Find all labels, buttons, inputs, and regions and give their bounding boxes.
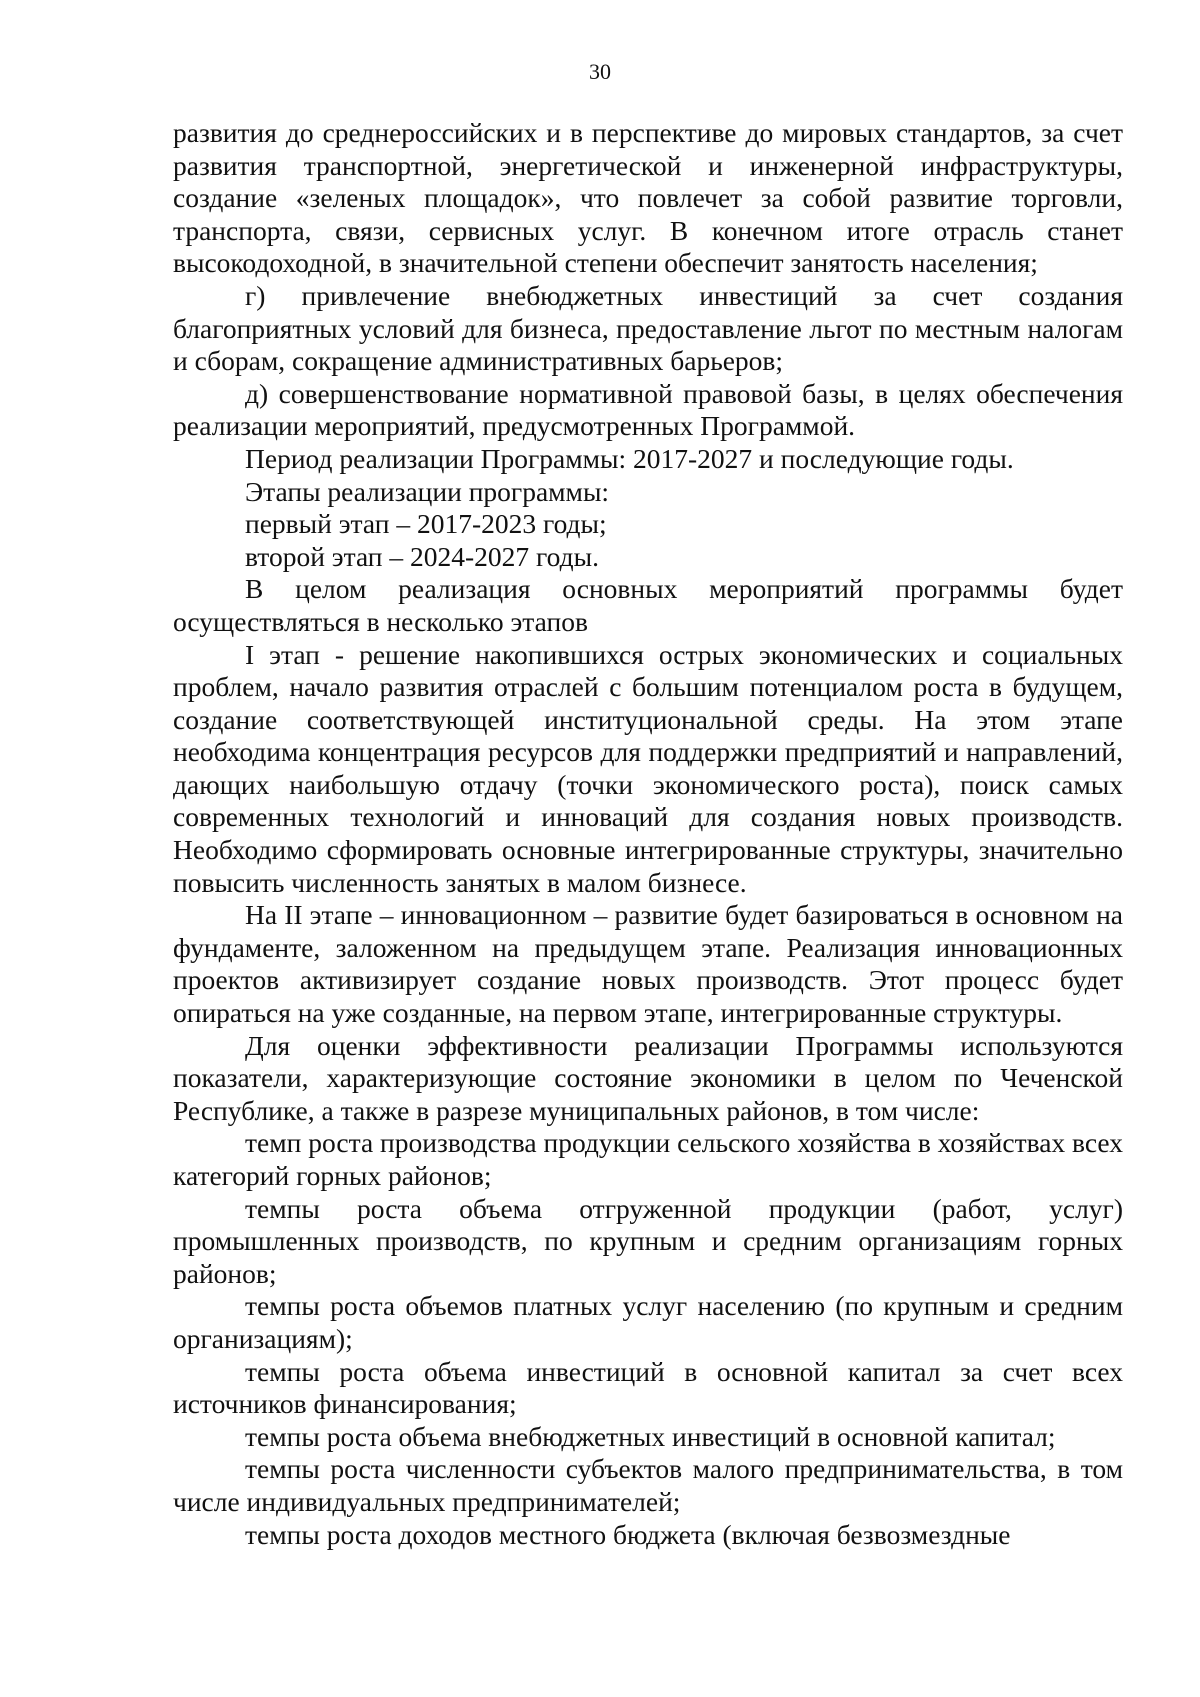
- paragraph: Для оценки эффективности реализации Программы используются показатели, характеризующие состояние экономики в целом по Чеченской Республике, а также в разрезе муниципальных районов, в том числе:: [173, 1029, 1123, 1126]
- paragraph: г) привлечение внебюджетных инвестиций за счет создания благоприятных условий для бизнеса, предоставление льгот по местным налогам и сборам, сокращение административных барьеров;: [173, 279, 1123, 377]
- paragraph: темпы роста объемов платных услуг населению (по крупным и средним организациям);: [173, 1290, 1123, 1354]
- paragraph: На II этапе – инновационном – развитие будет базироваться в основном на фундаменте, заложенном на предыдущем этапе. Реализация инновационных проектов активизирует создание новых производств. Этот процесс будет опираться на уже созданные, на первом этапе, интегрированные структуры.: [173, 899, 1123, 1029]
- paragraph: второй этап – 2024-2027 годы.: [245, 540, 599, 572]
- paragraph: В целом реализация основных мероприятий программы будет осуществляться в несколько этапов: [173, 573, 1123, 637]
- document-body: [173, 117, 1123, 1551]
- paragraph: развития до среднероссийских и в перспективе до мировых стандартов, за счет развития транспортной, энергетической и инженерной инфраструктуры, создание «зеленых площадок», что повлечет за собой развитие торговли, транспорта, связи, сервисных услуг. В конечном итоге отрасль станет высокодоходной, в значительной степени обеспечит занятость населения;: [173, 117, 1123, 279]
- paragraph: темп роста производства продукции сельского хозяйства в хозяйствах всех категорий горных районов;: [173, 1127, 1123, 1191]
- paragraph: темпы роста численности субъектов малого предпринимательства, в том числе индивидуальных предпринимателей;: [173, 1453, 1123, 1517]
- paragraph: темпы роста объема внебюджетных инвестиций в основной капитал;: [245, 1420, 1056, 1452]
- paragraph: темпы роста объема отгруженной продукции (работ, услуг) промышленных производств, по крупным и средним организациям горных районов;: [173, 1192, 1123, 1289]
- paragraph: первый этап – 2017-2023 годы;: [245, 508, 607, 540]
- paragraph: I этап - решение накопившихся острых экономических и социальных проблем, начало развития отраслей с большим потенциалом роста в будущем, создание соответствующей институциональной среды. На этом этапе необходима концентрация ресурсов для поддержки предприятий и направлений, дающих наибольшую отдачу (точки экономического роста), поиск самых современных технологий и инноваций для создания новых производств. Необходимо сформировать основные интегрированные структуры, значительно повысить численность занятых в малом бизнесе.: [173, 638, 1123, 898]
- paragraph: Этапы реализации программы:: [245, 475, 610, 507]
- paragraph: темпы роста доходов местного бюджета (включая безвозмездные: [245, 1518, 1011, 1550]
- paragraph: Период реализации Программы: 2017-2027 и последующие годы.: [245, 442, 1014, 474]
- paragraph: д) совершенствование нормативной правовой базы, в целях обеспечения реализации мероприятий, предусмотренных Программой.: [173, 377, 1123, 442]
- paragraph: темпы роста объема инвестиций в основной капитал за счет всех источников финансирования;: [173, 1355, 1123, 1420]
- page-number: 30: [589, 59, 611, 84]
